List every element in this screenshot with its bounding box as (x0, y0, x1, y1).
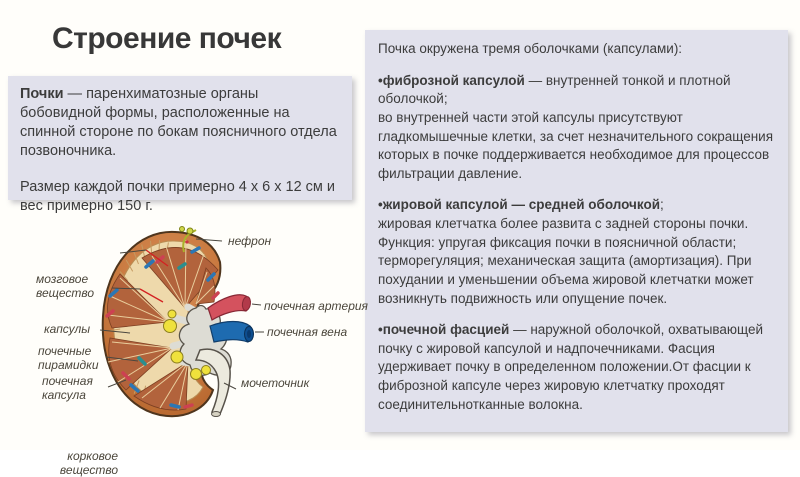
capsule-term: •почечной фасцией (378, 322, 510, 338)
page-title: Строение почек (52, 22, 282, 55)
definition-box (8, 76, 352, 214)
label-ureter: мочеточник (241, 376, 310, 390)
capsules-panel (365, 30, 788, 432)
label-medulla: мозговое вещество (36, 272, 95, 301)
kidney-diagram (0, 210, 368, 477)
capsule-body: во внутренней части этой капсулы присутствуют гладкомышечные клетки, за счет незначительного сокращения которых в почке поддерживается необходимое для процессов фильтрации давление. (378, 109, 774, 181)
label-renal-capsule: почечная капсула (42, 374, 93, 403)
capsule-head: — наружной оболочкой, охватывающей почку с жировой капсулой и надпочечниками. Фасция удерживает почку в определенном положении.От фасции к фиброзной капсуле через жировую клетчатку проходят соединительнотканные волокна. (378, 322, 764, 412)
label-capsules: капсулы (44, 322, 91, 336)
label-nephron: нефрон (228, 234, 272, 248)
definition-paragraph (20, 85, 340, 162)
definition-text: — паренхиматозные органы бобовидной формы, расположенные на спинной стороне по бокам поясничного отдела позвоночника. (20, 86, 337, 160)
capsule-head: ; (660, 197, 664, 213)
size-paragraph: Размер каждой почки примерно 4 х 6 х 12 см и вес примерно 150 г. (20, 178, 336, 214)
capsules-intro: Почка окружена тремя оболочками (капсулами): (378, 41, 683, 56)
label-renal-artery: почечная артерия (264, 299, 368, 313)
label-pyramids: почечные пирамидки (38, 344, 99, 373)
label-renal-vein: почечная вена (267, 325, 348, 339)
capsule-head: — внутренней тонкой и плотной оболочкой; (378, 72, 731, 107)
capsule-item-fibrous (378, 72, 775, 184)
capsule-item-fat (378, 196, 775, 308)
label-cortex: корковое вещество (59, 449, 118, 477)
capsule-term: •фиброзной капсулой (378, 72, 525, 88)
capsule-body: жировая клетчатка более развита с задней стороны почки. Функция: упругая фиксация почки в поясничной области; терморегуляция; механическая защита (амортизация). При похудании и уменьшении объема жировой клетчатки может возникнуть подвижность или опущение почек. (378, 216, 754, 306)
definition-term: Почки (20, 86, 64, 102)
renal-vein-shape (210, 322, 254, 343)
capsule-term: •жировой капсулой — средней оболочкой (378, 197, 661, 213)
capsule-item-fascia (378, 321, 775, 414)
